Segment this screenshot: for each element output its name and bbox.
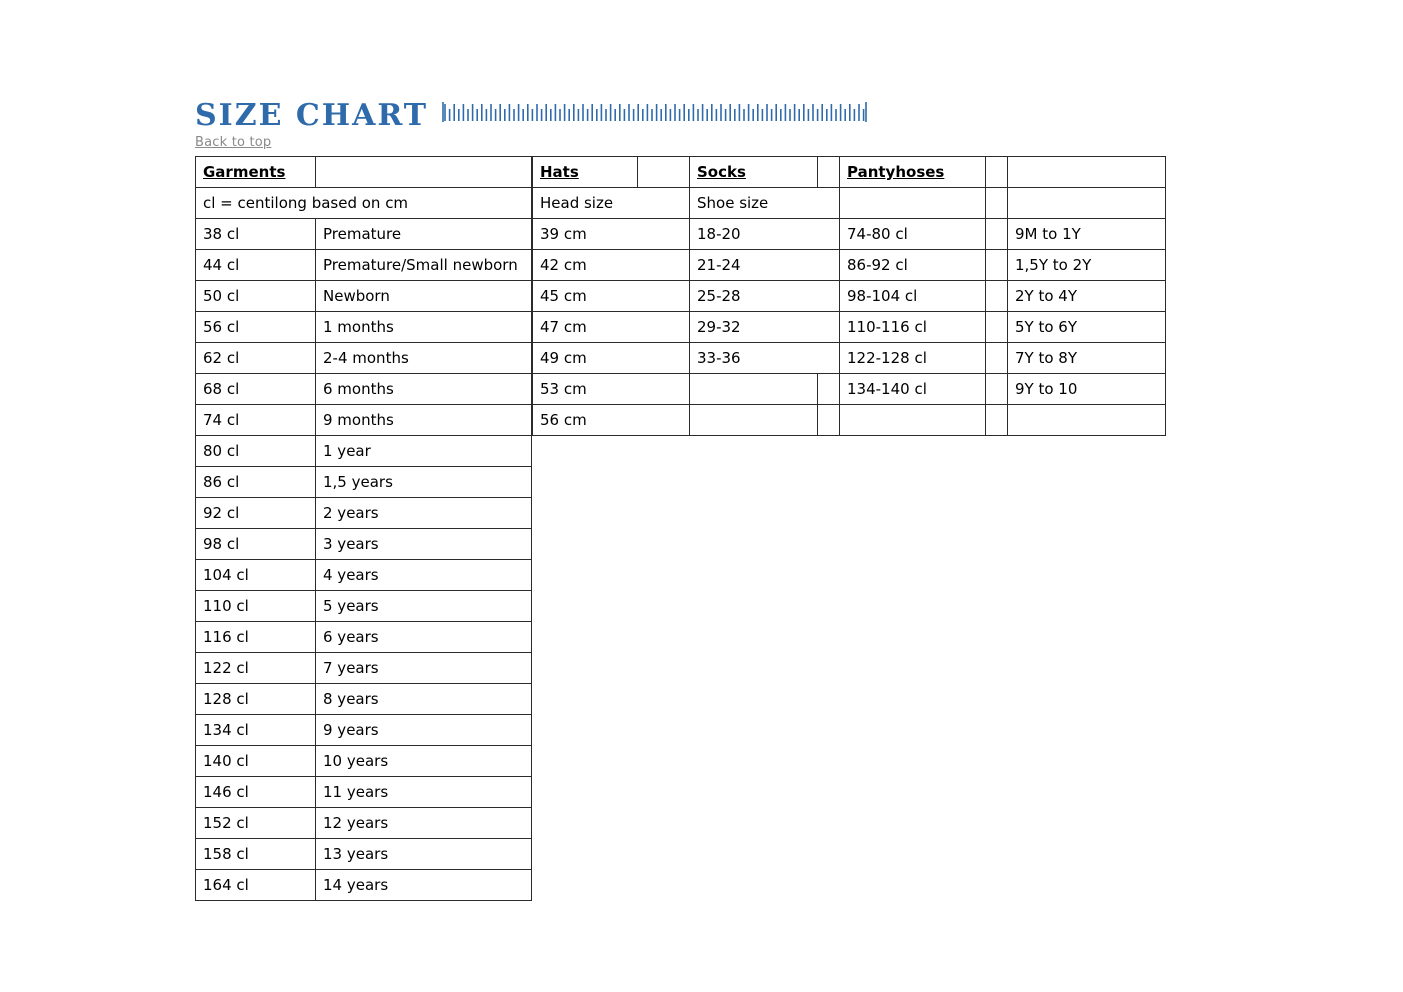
shoe-size-subheader: Shoe size	[690, 188, 840, 219]
age-cell: 9 months	[316, 405, 532, 436]
spacer-cell	[986, 374, 1008, 405]
size-cell: 134 cl	[196, 715, 316, 746]
size-cell: 68 cl	[196, 374, 316, 405]
table-row	[196, 622, 532, 653]
age-cell: 2 years	[316, 498, 532, 529]
age-cell: 2-4 months	[316, 343, 532, 374]
table-row	[196, 436, 532, 467]
age-cell: 14 years	[316, 870, 532, 901]
table-row	[196, 529, 532, 560]
pantyhoses-subheader-blank	[840, 188, 986, 219]
head-size-subheader: Head size	[533, 188, 690, 219]
size-cell: 92 cl	[196, 498, 316, 529]
pantyhose-age-cell: 9Y to 10	[1008, 374, 1166, 405]
pantyhose-size-cell: 122-128 cl	[840, 343, 986, 374]
sock-size-cell: 25-28	[690, 281, 840, 312]
hat-size-cell: 53 cm	[533, 374, 690, 405]
hat-size-cell: 45 cm	[533, 281, 690, 312]
age-cell: 3 years	[316, 529, 532, 560]
table-row	[533, 343, 1166, 374]
table-row	[533, 374, 1166, 405]
pantyhose-size-cell: 74-80 cl	[840, 219, 986, 250]
pantyhose-size-cell	[840, 405, 986, 436]
table-row	[196, 467, 532, 498]
table-row	[196, 870, 532, 901]
pantyhose-size-cell: 110-116 cl	[840, 312, 986, 343]
size-cell: 128 cl	[196, 684, 316, 715]
garments-header-blank	[316, 157, 532, 188]
spacer-cell	[986, 219, 1008, 250]
table-row	[196, 777, 532, 808]
age-cell: 4 years	[316, 560, 532, 591]
spacer-cell	[986, 250, 1008, 281]
size-cell: 110 cl	[196, 591, 316, 622]
garments-table	[195, 156, 532, 901]
pantyhose-age-cell: 9M to 1Y	[1008, 219, 1166, 250]
spacer-cell	[818, 374, 840, 405]
table-header-row	[533, 157, 1166, 188]
table-row	[196, 839, 532, 870]
size-cell: 86 cl	[196, 467, 316, 498]
hat-size-cell: 42 cm	[533, 250, 690, 281]
age-cell: Premature/Small newborn	[316, 250, 532, 281]
table-row	[196, 684, 532, 715]
pantyhose-age-cell: 2Y to 4Y	[1008, 281, 1166, 312]
age-cell: 12 years	[316, 808, 532, 839]
pantyhose-size-cell: 134-140 cl	[840, 374, 986, 405]
size-cell: 164 cl	[196, 870, 316, 901]
accessories-table	[532, 156, 1166, 436]
table-row	[196, 312, 532, 343]
age-cell: Newborn	[316, 281, 532, 312]
hats-header-blank	[638, 157, 690, 188]
age-cell: 7 years	[316, 653, 532, 684]
age-cell: 5 years	[316, 591, 532, 622]
pantyhose-age-cell	[1008, 405, 1166, 436]
size-cell: 44 cl	[196, 250, 316, 281]
sock-size-cell	[690, 405, 818, 436]
pantyhose-age-cell: 7Y to 8Y	[1008, 343, 1166, 374]
table-row	[196, 715, 532, 746]
sock-size-cell: 18-20	[690, 219, 840, 250]
hat-size-cell: 56 cm	[533, 405, 690, 436]
size-cell: 116 cl	[196, 622, 316, 653]
pantyhose-age-cell: 1,5Y to 2Y	[1008, 250, 1166, 281]
table-header-row	[196, 157, 532, 188]
hat-size-cell: 49 cm	[533, 343, 690, 374]
hats-header-cell: Hats	[533, 157, 638, 188]
sock-size-cell: 21-24	[690, 250, 840, 281]
table-row	[196, 560, 532, 591]
table-row	[196, 343, 532, 374]
age-cell: 9 years	[316, 715, 532, 746]
sock-size-cell: 33-36	[690, 343, 840, 374]
tables-container	[195, 156, 1166, 901]
pantyhose-age-cell: 5Y to 6Y	[1008, 312, 1166, 343]
size-cell: 122 cl	[196, 653, 316, 684]
ruler-decoration-icon	[442, 100, 867, 128]
size-cell: 140 cl	[196, 746, 316, 777]
table-row	[533, 219, 1166, 250]
size-cell: 152 cl	[196, 808, 316, 839]
age-range-subheader-blank	[1008, 188, 1166, 219]
size-chart-page	[195, 100, 1166, 901]
socks-header-cell: Socks	[690, 157, 818, 188]
age-cell: 11 years	[316, 777, 532, 808]
socks-header-blank	[818, 157, 840, 188]
pantyhose-size-cell: 86-92 cl	[840, 250, 986, 281]
garments-subheader-cell: cl = centilong based on cm	[196, 188, 532, 219]
table-row	[533, 281, 1166, 312]
table-row	[196, 219, 532, 250]
spacer-cell	[986, 281, 1008, 312]
size-cell: 38 cl	[196, 219, 316, 250]
age-range-header-blank	[1008, 157, 1166, 188]
table-row	[196, 374, 532, 405]
size-cell: 50 cl	[196, 281, 316, 312]
spacer-cell	[818, 405, 840, 436]
spacer-cell	[986, 343, 1008, 374]
spacer-cell	[986, 405, 1008, 436]
spacer-cell	[986, 312, 1008, 343]
age-cell: 1,5 years	[316, 467, 532, 498]
subheader-blank	[986, 188, 1008, 219]
age-cell: 6 years	[316, 622, 532, 653]
pantyhoses-header-cell: Pantyhoses	[840, 157, 986, 188]
table-row	[196, 405, 532, 436]
table-row	[533, 312, 1166, 343]
table-row	[533, 405, 1166, 436]
title-row	[195, 100, 1166, 131]
size-cell: 80 cl	[196, 436, 316, 467]
sock-size-cell	[690, 374, 818, 405]
age-cell: 1 year	[316, 436, 532, 467]
size-cell: 62 cl	[196, 343, 316, 374]
size-cell: 98 cl	[196, 529, 316, 560]
sock-size-cell: 29-32	[690, 312, 840, 343]
pantyhose-size-cell: 98-104 cl	[840, 281, 986, 312]
age-cell: 13 years	[316, 839, 532, 870]
garments-header-cell: Garments	[196, 157, 316, 188]
size-cell: 158 cl	[196, 839, 316, 870]
size-cell: 56 cl	[196, 312, 316, 343]
table-row	[196, 250, 532, 281]
pantyhoses-header-blank	[986, 157, 1008, 188]
table-subheader-row	[533, 188, 1166, 219]
table-row	[196, 653, 532, 684]
size-cell: 104 cl	[196, 560, 316, 591]
table-row	[533, 250, 1166, 281]
size-cell: 74 cl	[196, 405, 316, 436]
age-cell: 1 months	[316, 312, 532, 343]
table-row	[196, 591, 532, 622]
hat-size-cell: 47 cm	[533, 312, 690, 343]
table-row	[196, 808, 532, 839]
size-cell: 146 cl	[196, 777, 316, 808]
table-row	[196, 746, 532, 777]
table-subheader-row	[196, 188, 532, 219]
age-cell: Premature	[316, 219, 532, 250]
hat-size-cell: 39 cm	[533, 219, 690, 250]
table-row	[196, 498, 532, 529]
age-cell: 10 years	[316, 746, 532, 777]
age-cell: 6 months	[316, 374, 532, 405]
page-title: SIZE CHART	[195, 98, 429, 133]
table-row	[196, 281, 532, 312]
age-cell: 8 years	[316, 684, 532, 715]
back-to-top-link[interactable]: Back to top	[195, 135, 272, 150]
